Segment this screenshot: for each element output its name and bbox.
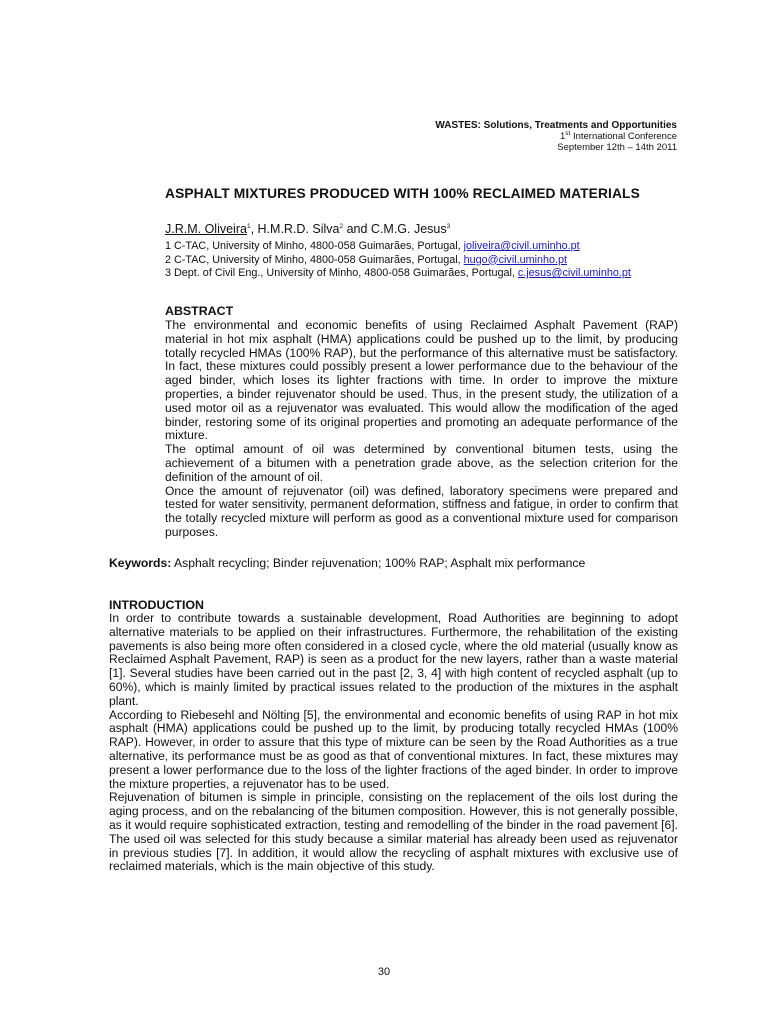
author-1-affil-marker: 1 (246, 222, 251, 230)
conference-series: WASTES: Solutions, Treatments and Opportunities (435, 120, 677, 131)
conference-dates: September 12th – 14th 2011 (557, 142, 677, 153)
email-link[interactable]: hugo@civil.uminho.pt (463, 253, 568, 266)
affiliation-text: 3 Dept. of Civil Eng., University of Minho, 4800-058 Guimarães, Portugal, (165, 267, 518, 279)
abstract-paragraph: The environmental and economic benefits of using Reclaimed Asphalt Pavement (RAP) material in hot mix asphalt (HMA) applications could be pushed up to the limit, by producing totally recycled HMAs (100% RAP), but the performance of this alternative must be satisfactory. In fact, these mixtures could possibly present a lower performance due to the behaviour of the aged binder, which loses its lighter fractions with time. In order to improve the mixture properties, a binder rejuvenator should be used. Thus, in the present study, the utilization of a used motor oil as a rejuvenator was evaluated. This would allow the modification of the aged binder, restoring some of its original properties and promoting an adequate performance of the mixture. (165, 318, 678, 443)
affiliation-1 (165, 240, 705, 254)
page-number: 30 (377, 966, 391, 978)
introduction-paragraph: Rejuvenation of bitumen is simple in principle, consisting on the replacement of the oils lost during the aging process, and on the rebalancing of the bitumen composition. However, this is not generally possible, as it would require sophisticated extraction, testing and remodelling of the binder in the road pavement [6]. The used oil was selected for this study because a similar material has already been used as rejuvenator in previous studies [7]. In addition, it would allow the recycling of asphalt mixtures with exclusive use of reclaimed materials, which is the main objective of this study. (109, 790, 678, 874)
author-2-name: H.M.R.D. Silva (257, 222, 340, 236)
abstract-section (165, 304, 678, 540)
affiliation-text: 1 C-TAC, University of Minho, 4800-058 Guimarães, Portugal, (165, 240, 464, 252)
edition-suffix: st (565, 129, 571, 137)
affiliation-list (165, 240, 705, 281)
abstract-heading: ABSTRACT (165, 304, 234, 318)
conference-edition (435, 131, 677, 142)
abstract-paragraph: The optimal amount of oil was determined by conventional bitumen tests, using the achievement of a bitumen with a penetration grade above, as the selection criterion for the definition of the amount of oil. (165, 442, 678, 484)
keywords-line (109, 556, 689, 570)
introduction-paragraph: In order to contribute towards a sustainable development, Road Authorities are beginning to adopt alternative materials to be applied on their infrastructures. Furthermore, the rehabilitation of the existing pavements is also being more often considered in a closed cycle, where the old material (usually know as Reclaimed Asphalt Pavement, RAP) is seen as a product for the new layers, rather than a waste material [1]. Several studies have been carried out in the past [2, 3, 4] with high content of recycled asphalt (up to 60%), which is mainly limited by practical issues related to the production of the mixtures in the asphalt plant. (109, 611, 678, 708)
author-3-name: C.M.G. Jesus (370, 222, 447, 236)
paper-title: ASPHALT MIXTURES PRODUCED WITH 100% RECLAIMED MATERIALS (165, 186, 640, 201)
affiliation-2 (165, 254, 705, 268)
author-list (165, 222, 685, 236)
email-link[interactable]: joliveira@civil.uminho.pt (463, 240, 580, 252)
author-1-name: J.R.M. Oliveira (165, 222, 247, 236)
introduction-section (109, 598, 678, 874)
author-separator-2: and (343, 222, 371, 236)
edition-text: International Conference (570, 131, 677, 142)
affiliation-3 (165, 267, 705, 281)
keywords-label: Keywords: (109, 556, 172, 570)
email-link[interactable]: c.jesus@civil.uminho.pt (517, 267, 631, 279)
abstract-paragraph: Once the amount of rejuvenator (oil) was defined, laboratory specimens were prepared and tested for water sensitivity, permanent deformation, stiffness and fatigue, in order to confirm that the totally recycled mixture will perform as good as a conventional mixture used for comparison purposes. (165, 483, 678, 539)
introduction-heading: INTRODUCTION (109, 598, 204, 612)
author-separator-1: , (250, 222, 258, 236)
affiliation-text: 2 C-TAC, University of Minho, 4800-058 Guimarães, Portugal, (165, 253, 464, 266)
author-3-affil-marker: 3 (446, 222, 451, 230)
introduction-paragraph: According to Riebesehl and Nölting [5], the environmental and economic benefits of using RAP in hot mix asphalt (HMA) applications could be pushed up to the limit, by producing totally recycled HMAs (100% RAP). However, in order to assure that this type of mixture can be seen by the Road Authorities as a true alternative, its performance must be as good as that of conventional mixtures. In fact, these mixtures may present a lower performance due to the loss of the lighter fractions of the aged binder. In order to improve the mixture properties, a rejuvenator has to be used. (109, 707, 678, 791)
edition-number: 1 (559, 131, 566, 142)
keywords-text: Asphalt recycling; Binder rejuvenation; 100% RAP; Asphalt mix performance (171, 556, 586, 570)
conference-header (435, 120, 677, 153)
author-2-affil-marker: 2 (339, 222, 344, 230)
